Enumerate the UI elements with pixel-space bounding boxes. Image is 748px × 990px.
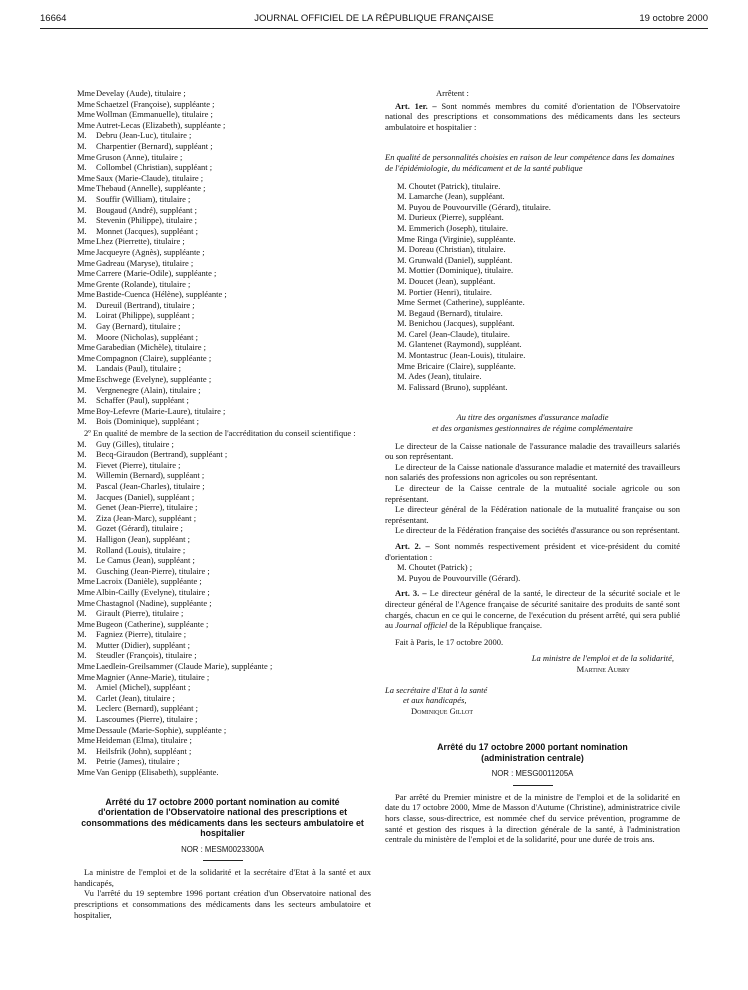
member-name: Fagniez (Pierre), titulaire ; xyxy=(96,629,187,640)
member-row: M. Emmerich (Joseph), titulaire. xyxy=(397,222,508,233)
member-civility: M. xyxy=(77,321,87,332)
member-name: Carrere (Marie-Odile), suppléante ; xyxy=(96,268,217,279)
member-civility: M. xyxy=(77,225,87,236)
member-civility: Mme xyxy=(77,342,95,353)
member-row: M. Lamarche (Jean), suppléant. xyxy=(397,191,505,202)
member-civility: M. xyxy=(77,523,87,534)
member-name: Amiel (Michel), suppléant ; xyxy=(96,682,191,693)
member-list-part2 xyxy=(74,439,371,778)
member-civility: Mme xyxy=(77,289,95,300)
member-civility: Mme xyxy=(77,268,95,279)
member-row: M. Grunwald (Daniel), suppléant. xyxy=(397,254,513,265)
member-row xyxy=(74,99,371,110)
assurance-paragraph: Le directeur de la Caisse centrale de la mutualité sociale agricole ou son représentant. xyxy=(385,483,680,504)
member-name: Chastagnol (Nadine), suppléante ; xyxy=(96,597,212,608)
member-row: Mme Bricaire (Claire), suppléante. xyxy=(397,360,516,371)
member-name: Autret-Lecas (Elizabeth), suppléante ; xyxy=(96,119,226,130)
member-row xyxy=(74,258,371,269)
section-assurance-line2: et des organismes gestionnaires de régime complémentaire xyxy=(432,423,633,434)
member-civility: Mme xyxy=(77,109,95,120)
member-row xyxy=(74,109,371,120)
member-name: Monnet (Jacques), suppléant ; xyxy=(96,225,198,236)
member-row xyxy=(74,247,371,258)
member-row xyxy=(74,693,371,704)
arrete1-para1: La ministre de l'emploi et de la solidarité et la secrétaire d'Etat à la santé et aux handicapés, xyxy=(74,867,371,888)
member-row xyxy=(74,746,371,757)
member-civility: M. xyxy=(77,363,87,374)
article-1-label: Art. 1er. – xyxy=(395,100,437,111)
member-name: Jacqueyre (Agnès), suppléante ; xyxy=(96,246,205,257)
member-row: M. Ades (Jean), titulaire. xyxy=(397,371,482,382)
member-name: Magnier (Anne-Marie), titulaire ; xyxy=(96,671,210,682)
member-civility: M. xyxy=(77,299,87,310)
member-name: Schaetzel (Françoise), suppléante ; xyxy=(96,98,215,109)
member-name: Petrie (James), titulaire ; xyxy=(96,756,180,767)
member-name: Gozet (Gérard), titulaire ; xyxy=(96,523,183,534)
member-name: Albin-Cailly (Evelyne), titulaire ; xyxy=(96,586,210,597)
member-civility: Mme xyxy=(77,151,95,162)
member-civility: M. xyxy=(77,544,87,555)
member-row xyxy=(74,767,371,778)
member-name: Guy (Gilles), titulaire ; xyxy=(96,438,174,449)
article-2-members xyxy=(385,562,680,583)
article-3-text-after: de la République française. xyxy=(447,620,542,631)
member-row xyxy=(74,194,371,205)
member-civility: M. xyxy=(77,130,87,141)
member-civility: Mme xyxy=(77,119,95,130)
member-civility: M. xyxy=(77,714,87,725)
member-name: Gusching (Jean-Pierre), titulaire ; xyxy=(96,565,210,576)
member-name: Halligon (Jean), suppléant ; xyxy=(96,533,190,544)
member-row xyxy=(74,395,371,406)
member-name: Wollman (Emmanuelle), titulaire ; xyxy=(96,109,213,120)
member-civility: M. xyxy=(77,565,87,576)
member-row: M. Montastruc (Jean-Louis), titulaire. xyxy=(397,350,526,361)
member-name: Carlet (Jean), titulaire ; xyxy=(96,692,175,703)
member-row xyxy=(74,215,371,226)
member-row xyxy=(74,162,371,173)
member-name: Boy-Lefevre (Marie-Laure), titulaire ; xyxy=(96,405,226,416)
member-row xyxy=(74,289,371,300)
member-list-part1 xyxy=(74,88,371,427)
member-name: Compagnon (Claire), suppléante ; xyxy=(96,352,212,363)
issue-date: 19 octobre 2000 xyxy=(639,13,708,24)
member-civility: Mme xyxy=(77,671,95,682)
member-row xyxy=(74,226,371,237)
arrete2-nor xyxy=(385,769,680,780)
member-row: M. Portier (Henri), titulaire. xyxy=(397,286,492,297)
article-1 xyxy=(385,101,680,133)
member-civility: M. xyxy=(77,745,87,756)
member-civility: M. xyxy=(77,310,87,321)
member-name: Loirat (Philippe), suppléant ; xyxy=(96,310,195,321)
member-row: M. Mottier (Dominique), titulaire. xyxy=(397,265,514,276)
left-column xyxy=(74,88,371,920)
member-row xyxy=(74,682,371,693)
member-row xyxy=(74,502,371,513)
member-row: M. Begaud (Bernard), titulaire. xyxy=(397,307,503,318)
signature-1-name: Martine Aubry xyxy=(576,663,630,674)
member-name: Dessaule (Marie-Sophie), suppléante ; xyxy=(96,724,227,735)
member-row xyxy=(74,513,371,524)
member-row: M. Doreau (Christian), titulaire. xyxy=(397,244,506,255)
member-name: Lacroix (Danièle), suppléante ; xyxy=(96,576,202,587)
member-name: Develay (Aude), titulaire ; xyxy=(96,88,186,98)
member-civility: M. xyxy=(77,502,87,513)
member-civility: Mme xyxy=(77,618,95,629)
member-name: Van Genipp (Elisabeth), suppléante. xyxy=(96,767,219,777)
member-name: Charpentier (Bernard), suppléant ; xyxy=(96,140,213,151)
member-row xyxy=(74,460,371,471)
member-row xyxy=(74,183,371,194)
member-row: M. Carel (Jean-Claude), titulaire. xyxy=(397,328,510,339)
member-civility: Mme xyxy=(77,183,95,194)
member-civility: Mme xyxy=(77,257,95,268)
member-name: Thebaud (Annelle), suppléante ; xyxy=(96,183,206,194)
member-name: Leclerc (Bernard), suppléant ; xyxy=(96,703,198,714)
member-civility: M. xyxy=(77,395,87,406)
member-civility: M. xyxy=(77,555,87,566)
member-row: Mme Ringa (Virginie), suppléante. xyxy=(397,233,516,244)
member-row xyxy=(74,481,371,492)
member-row xyxy=(74,534,371,545)
member-name: Bougaud (André), suppléant ; xyxy=(96,204,198,215)
member-row xyxy=(74,756,371,767)
member-name: Stevenin (Philippe), titulaire ; xyxy=(96,215,198,226)
member-name: Bois (Dominique), suppléant ; xyxy=(96,416,199,427)
fait-a-paris: Fait à Paris, le 17 octobre 2000. xyxy=(395,636,504,647)
member-civility: M. xyxy=(77,331,87,342)
member-name: Gadreau (Maryse), titulaire ; xyxy=(96,257,194,268)
member-civility: M. xyxy=(77,682,87,693)
member-civility: M. xyxy=(77,193,87,204)
member-row xyxy=(74,363,371,374)
arrete2-nor-text: NOR : MESG0011205A xyxy=(491,769,574,779)
member-name: Saux (Marie-Claude), titulaire ; xyxy=(96,172,204,183)
member-name: Heideman (Elma), titulaire ; xyxy=(96,735,192,746)
member-row xyxy=(74,598,371,609)
member-row xyxy=(74,703,371,714)
assurance-paragraph: Le directeur de la Fédération française des sociétés d'assurance ou son représentant. xyxy=(395,525,680,536)
member-civility: Mme xyxy=(77,576,95,587)
member-row: M. Glantenet (Raymond), suppléant. xyxy=(397,339,522,350)
member-name: Vergnenegre (Alain), titulaire ; xyxy=(96,384,201,395)
member-civility: M. xyxy=(77,629,87,640)
member-name: Genet (Jean-Pierre), titulaire ; xyxy=(96,502,198,513)
member-row: M. Puyou de Pouvourville (Gérard), titulaire. xyxy=(397,201,551,212)
member-civility: Mme xyxy=(77,735,95,746)
member-row xyxy=(74,141,371,152)
member-name: Rolland (Louis), titulaire ; xyxy=(96,544,186,555)
member-row xyxy=(74,406,371,417)
assurance-paragraph: Le directeur de la Caisse nationale d'assurance maladie et maternité des travailleurs non salariés des professions non agricoles ou son représentant. xyxy=(385,461,680,483)
member-row xyxy=(74,470,371,481)
signature-2-name: Dominique Gillot xyxy=(411,705,474,716)
member-civility: M. xyxy=(77,692,87,703)
member-row: Mme Sermet (Catherine), suppléante. xyxy=(397,297,525,308)
member-row xyxy=(74,268,371,279)
member-civility: Mme xyxy=(77,661,95,672)
member-civility: M. xyxy=(77,140,87,151)
member-row: M. Benichou (Jacques), suppléant. xyxy=(397,318,515,329)
member-name: Landais (Paul), titulaire ; xyxy=(96,363,181,374)
arrete1-separator xyxy=(203,860,243,861)
member-row xyxy=(74,130,371,141)
member-name: Grente (Rolande), titulaire ; xyxy=(96,278,191,289)
member-row xyxy=(74,236,371,247)
member-row xyxy=(74,545,371,556)
member-row xyxy=(74,374,371,385)
member-row xyxy=(74,576,371,587)
member-civility: M. xyxy=(77,491,87,502)
member-row xyxy=(74,555,371,566)
member-name: Eschwege (Evelyne), suppléante ; xyxy=(96,374,212,385)
member-row xyxy=(74,120,371,131)
member-civility: M. xyxy=(77,639,87,650)
member-civility: M. xyxy=(77,480,87,491)
member-civility: M. xyxy=(77,449,87,460)
member-name: Schaffer (Paul), suppléant ; xyxy=(96,395,189,406)
assurance-paragraph: Le directeur général de la Fédération nationale de la mutualité française ou son représentant. xyxy=(385,504,680,525)
arrete2-para: Par arrêté du Premier ministre et de la ministre de l'emploi et de la solidarité en date du 17 octobre 2000, Mme de Masson d'Autume (Christine), administratrice civile hors classe, sous-directrice, est nommée chef du service prévention, programme de santé et gestion des risques à la direction générale de la santé, à l'administration centrale du ministère de l'emploi et de la solidarité, pour une durée de trois ans. xyxy=(385,791,680,845)
member-row xyxy=(74,608,371,619)
member-name: Lhez (Pierrette), titulaire ; xyxy=(96,236,185,247)
journal-title: JOURNAL OFFICIEL DE LA RÉPUBLIQUE FRANÇAISE xyxy=(254,13,494,24)
member-row xyxy=(74,725,371,736)
member-name: Bugeon (Catherine), suppléante ; xyxy=(96,618,209,629)
member-civility: M. xyxy=(77,703,87,714)
member-civility: Mme xyxy=(77,88,95,98)
member-row xyxy=(74,310,371,321)
member-name: Le Camus (Jean), suppléant ; xyxy=(96,555,195,566)
member-row xyxy=(74,439,371,450)
member-name: Garabedian (Michèle), titulaire ; xyxy=(96,342,206,353)
member-name: Willemin (Bernard), suppléant ; xyxy=(96,470,205,481)
member-civility: Mme xyxy=(77,98,95,109)
article-2-label: Art. 2. – xyxy=(395,540,430,551)
member-row xyxy=(74,205,371,216)
member-row xyxy=(74,332,371,343)
arrete1-nor-text: NOR : MESM0023300A xyxy=(181,844,264,854)
member-name: Girault (Pierre), titulaire ; xyxy=(96,608,184,619)
member-list-personnalites xyxy=(385,181,680,393)
member-civility: M. xyxy=(77,650,87,661)
member-row: M. Durieux (Pierre), suppléant. xyxy=(397,212,504,223)
member-civility: Mme xyxy=(77,586,95,597)
member-civility: M. xyxy=(77,608,87,619)
article-2-text: Sont nommés respectivement président et vice-président du comité d'orientation : xyxy=(385,540,680,562)
article-3-text-italic: Journal officiel xyxy=(395,620,448,631)
member-civility: M. xyxy=(77,384,87,395)
member-row: M. Falissard (Bruno), suppléant. xyxy=(397,381,508,392)
member-name: Dureuil (Bertrand), titulaire ; xyxy=(96,299,195,310)
article-2 xyxy=(385,541,680,562)
member-name: Lascoumes (Pierre), titulaire ; xyxy=(96,714,198,725)
article-3-label: Art. 3. – xyxy=(395,588,427,599)
member-row xyxy=(74,619,371,630)
section-accreditation: 2º En qualité de membre de la section de l'accréditation du conseil scientifique : xyxy=(84,428,356,438)
member-row: M. Choutet (Patrick), titulaire. xyxy=(397,180,501,191)
member-civility: Mme xyxy=(77,172,95,183)
member-row xyxy=(74,714,371,725)
member-row xyxy=(74,300,371,311)
member-row xyxy=(74,173,371,184)
member-row xyxy=(74,88,371,99)
member-civility: M. xyxy=(77,470,87,481)
section-personnalites: En qualité de personnalités choisies en raison de leur compétence dans les domaines de l'épidémiologie, du médicament et de la santé publique xyxy=(385,152,675,173)
member-civility: Mme xyxy=(77,236,95,247)
member-name: Bastide-Cuenca (Hélène), suppléante ; xyxy=(96,289,227,300)
member-row xyxy=(74,492,371,503)
article-3 xyxy=(385,588,680,630)
member-name: Moore (Nicholas), suppléant ; xyxy=(96,331,198,342)
member-civility: Mme xyxy=(77,374,95,385)
arrete1-para2: Vu l'arrêté du 19 septembre 1996 portant création d'un Observatoire national des prescriptions et consommations des médicaments dans les secteurs ambulatoire et hospitalier, xyxy=(74,888,371,920)
member-row xyxy=(74,640,371,651)
member-row xyxy=(74,672,371,683)
member-row xyxy=(74,661,371,672)
member-civility: Mme xyxy=(77,246,95,257)
member-name: Laedlein-Greilsammer (Claude Marie), suppléante ; xyxy=(96,661,273,672)
member-row xyxy=(74,650,371,661)
page-number: 16664 xyxy=(40,13,67,24)
member-civility: M. xyxy=(77,438,87,449)
member-civility: M. xyxy=(77,533,87,544)
member-name: Gruson (Anne), titulaire ; xyxy=(96,151,183,162)
header-rule xyxy=(40,28,708,29)
member-row: M. Doucet (Jean), suppléant. xyxy=(397,275,496,286)
member-civility: Mme xyxy=(77,405,95,416)
member-row xyxy=(74,353,371,364)
arrete2-title-line2: (administration centrale) xyxy=(481,752,584,763)
member-row xyxy=(74,385,371,396)
member-row xyxy=(74,342,371,353)
arrete1-title: Arrêté du 17 octobre 2000 portant nomination au comité d'orientation de l'Observatoire national des prescriptions et consommations des médicaments dans les secteurs ambulatoire et hospitalier xyxy=(81,796,364,839)
member-civility: M. xyxy=(77,215,87,226)
member-row xyxy=(74,566,371,577)
assurance-paragraph: Le directeur de la Caisse nationale de l'assurance maladie des travailleurs salariés ou son représentant. xyxy=(385,440,680,462)
article-3-text-before: Le directeur général de la santé, le directeur de la sécurité sociale et le directeur général de l'Agence française de sécurité sanitaire des produits de santé sont chargés, chacun en ce qui le concerne, de l'exécution du présent arrêté, qui sera publié au xyxy=(385,588,681,631)
member-row xyxy=(74,416,371,427)
article-2-member: M. Choutet (Patrick) ; xyxy=(397,562,473,573)
member-civility: Mme xyxy=(77,352,95,363)
member-civility: M. xyxy=(77,512,87,523)
member-name: Heilsfrik (John), suppléant ; xyxy=(96,745,192,756)
member-row xyxy=(74,523,371,534)
member-civility: Mme xyxy=(77,767,95,777)
section-assurance-line1: Au titre des organismes d'assurance maladie xyxy=(456,412,609,423)
member-row xyxy=(74,629,371,640)
member-name: Steudler (François), titulaire ; xyxy=(96,650,197,661)
member-name: Jacques (Daniel), suppléant ; xyxy=(96,491,195,502)
member-name: Fievet (Pierre), titulaire ; xyxy=(96,459,181,470)
member-name: Gay (Bernard), titulaire ; xyxy=(96,321,181,332)
member-name: Mutter (Didier), suppléant ; xyxy=(96,639,190,650)
member-civility: M. xyxy=(77,162,87,173)
signature-2-role-line2: et aux handicapés, xyxy=(403,695,467,706)
member-name: Pascal (Jean-Charles), titulaire ; xyxy=(96,480,205,491)
member-row xyxy=(74,279,371,290)
assurance-paragraphs xyxy=(385,441,680,536)
member-civility: Mme xyxy=(77,597,95,608)
member-name: Debru (Jean-Luc), titulaire ; xyxy=(96,130,192,141)
member-civility: M. xyxy=(77,204,87,215)
page-header xyxy=(40,13,708,27)
member-row xyxy=(74,152,371,163)
member-name: Collombel (Christian), suppléant ; xyxy=(96,162,213,173)
member-row xyxy=(74,735,371,746)
member-row xyxy=(74,321,371,332)
article-2-member: M. Puyou de Pouvourville (Gérard). xyxy=(397,572,521,583)
member-civility: Mme xyxy=(77,724,95,735)
member-row xyxy=(74,449,371,460)
signature-1-role: La ministre de l'emploi et de la solidarité, xyxy=(531,653,674,664)
arrete1-nor xyxy=(74,845,371,856)
member-name: Ziza (Jean-Marc), suppléant ; xyxy=(96,512,197,523)
arretent: Arrêtent : xyxy=(436,88,469,98)
arrete2-separator xyxy=(513,785,553,786)
member-civility: Mme xyxy=(77,278,95,289)
article-1-text: Sont nommés membres du comité d'orientation de l'Observatoire national des prescriptions et consommations des médicaments dans les secteurs ambulatoire et hospitalier : xyxy=(385,100,680,132)
member-civility: M. xyxy=(77,416,87,427)
member-civility: M. xyxy=(77,756,87,767)
member-name: Souffir (William), titulaire ; xyxy=(96,193,191,204)
signature-2-role-line1: La secrétaire d'Etat à la santé xyxy=(385,684,488,695)
member-row xyxy=(74,587,371,598)
arrete2-title-line1: Arrêté du 17 octobre 2000 portant nomination xyxy=(437,742,628,753)
member-name: Becq-Giraudon (Bertrand), suppléant ; xyxy=(96,449,228,460)
member-civility: M. xyxy=(77,459,87,470)
right-column xyxy=(385,88,680,845)
